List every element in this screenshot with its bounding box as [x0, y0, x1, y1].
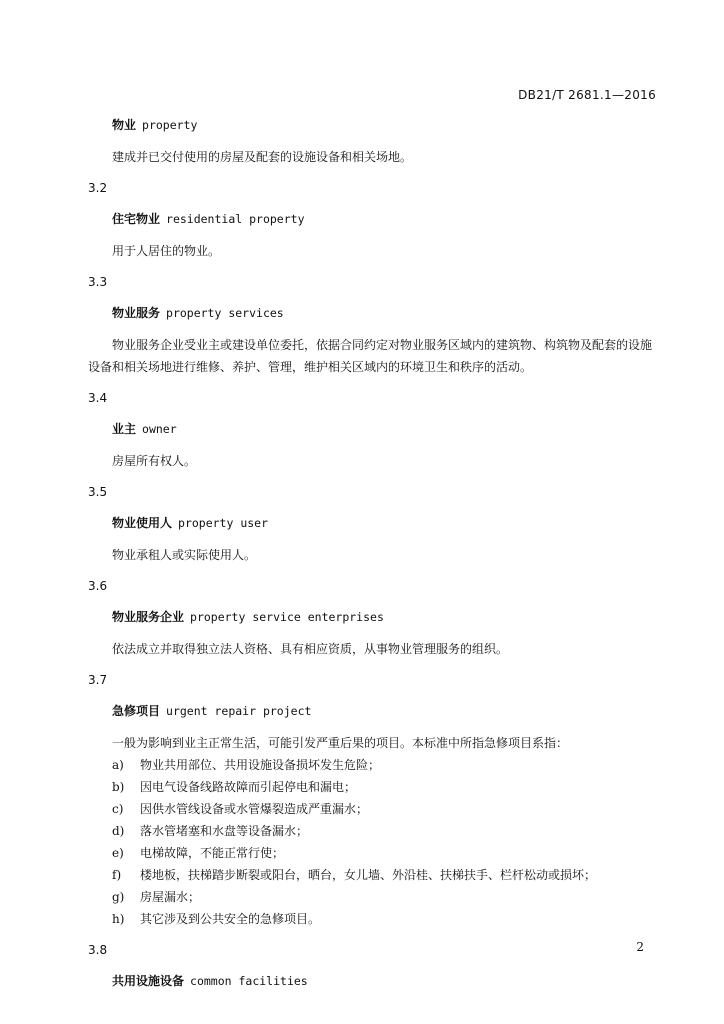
- list-item-text: 其它涉及到公共安全的急修项目。: [140, 912, 321, 926]
- term-entry-property-services: [88, 274, 660, 378]
- term-definition: 物业服务企业受业主或建设单位委托，依据合同约定对物业服务区域内的建筑物、构筑物及配套的设施设备和相关场地进行维修、养护、管理，维护相关区域内的环境卫生和秩序的活动。: [88, 338, 653, 374]
- term-english: residential property: [166, 212, 305, 226]
- section-number: 3.2: [88, 181, 108, 195]
- list-item-mark: a): [112, 758, 124, 772]
- term-chinese: 共用设施设备: [112, 974, 185, 988]
- term-english: urgent repair project: [166, 704, 312, 718]
- term-english: common facilities: [190, 974, 308, 988]
- term-entry-property-user: [88, 484, 660, 566]
- list-item-text: 因供水管线设备或水管爆裂造成严重漏水；: [140, 802, 369, 816]
- section-number: 3.3: [88, 275, 108, 289]
- section-number: 3.7: [88, 673, 108, 687]
- list-item: [88, 798, 660, 820]
- term-entry-property: [88, 117, 660, 168]
- term-chinese: 急修项目: [112, 704, 161, 718]
- list-item-mark: b): [112, 780, 125, 794]
- term-chinese: 住宅物业: [112, 212, 161, 226]
- page-number: 2: [636, 940, 644, 954]
- urgent-repair-list: [88, 754, 660, 930]
- term-english: property user: [178, 516, 269, 530]
- term-english: property: [142, 118, 198, 132]
- term-chinese: 业主: [112, 422, 137, 436]
- list-item-text: 落水管堵塞和水盘等设备漏水；: [140, 824, 309, 838]
- term-definition: 用于人居住的物业。: [112, 244, 221, 258]
- term-english: property service enterprises: [190, 610, 384, 624]
- term-heading: [112, 973, 660, 990]
- term-entry-common-facilities: [88, 942, 660, 990]
- term-definition: 建成并已交付使用的房屋及配套的设施设备和相关场地。: [112, 150, 413, 164]
- document-code: DB21/T 2681.1—2016: [518, 88, 656, 102]
- term-heading: [112, 609, 660, 626]
- term-english: owner: [142, 422, 177, 436]
- term-entry-owner: [88, 390, 660, 472]
- list-item: [88, 776, 660, 798]
- term-entry-residential-property: [88, 180, 660, 262]
- term-heading: [112, 703, 660, 720]
- list-item-mark: h): [112, 912, 125, 926]
- list-item-mark: f): [112, 868, 122, 882]
- list-item-mark: e): [112, 846, 124, 860]
- term-entry-urgent-repair-project: [88, 672, 660, 930]
- list-item: [88, 886, 660, 908]
- list-item: [88, 908, 660, 930]
- list-item-text: 电梯故障，不能正常行使；: [140, 846, 285, 860]
- section-number: 3.6: [88, 579, 108, 593]
- term-heading: [112, 117, 660, 134]
- term-definition: 房屋所有权人。: [112, 454, 197, 468]
- term-definition: 物业承租人或实际使用人。: [112, 548, 257, 562]
- list-item-text: 因电气设备线路故障而引起停电和漏电；: [140, 780, 357, 794]
- term-definition: 一般为影响到业主正常生活，可能引发严重后果的项目。本标准中所指急修项目系指：: [112, 736, 569, 750]
- term-heading: [112, 515, 660, 532]
- list-item-text: 房屋漏水；: [140, 890, 201, 904]
- section-number: 3.4: [88, 391, 108, 405]
- list-item: [88, 864, 660, 886]
- section-number: 3.5: [88, 485, 108, 499]
- document-body: [88, 117, 660, 1002]
- list-item-mark: g): [112, 890, 125, 904]
- list-item-mark: c): [112, 802, 124, 816]
- list-item-mark: d): [112, 824, 125, 838]
- list-item: [88, 820, 660, 842]
- list-item-text: 物业共用部位、共用设施设备损坏发生危险；: [140, 758, 381, 772]
- term-english: property services: [166, 306, 284, 320]
- list-item-text: 楼地板，扶梯踏步断裂或阳台，晒台，女儿墙、外沿桂、扶梯扶手、栏杆松动或损坏；: [140, 868, 597, 882]
- term-chinese: 物业服务: [112, 306, 161, 320]
- term-heading: [112, 305, 660, 322]
- term-chinese: 物业: [112, 118, 137, 132]
- term-heading: [112, 211, 660, 228]
- term-chinese: 物业服务企业: [112, 610, 185, 624]
- term-entry-property-service-enterprises: [88, 578, 660, 660]
- term-definition: 依法成立并取得独立法人资格、具有相应资质，从事物业管理服务的组织。: [112, 642, 509, 656]
- list-item: [88, 754, 660, 776]
- section-number: 3.8: [88, 943, 108, 957]
- list-item: [88, 842, 660, 864]
- term-heading: [112, 421, 660, 438]
- term-chinese: 物业使用人: [112, 516, 173, 530]
